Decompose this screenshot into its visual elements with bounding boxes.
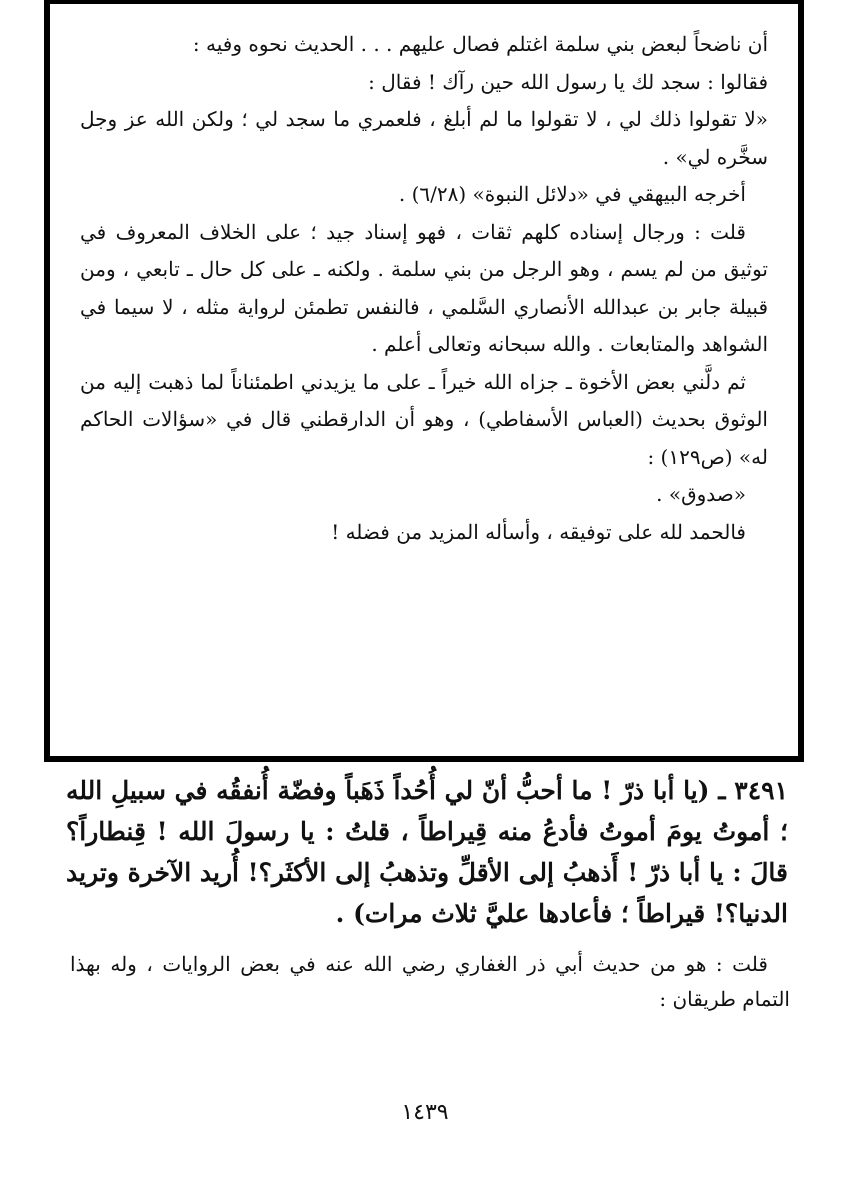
box-paragraph-6: ثم دلَّني بعض الأخوة ـ جزاه الله خيراً ـ على ما يزيدني اطمئناناً لما ذهبت إليه من الوثوق بحديث (العباس الأسفاطي) ، وهو أن الدارقطني قال في «سؤالات الحاكم له» (ص١٢٩) : [80, 369, 768, 469]
box-paragraph-1: أن ناضحاً لبعض بني سلمة اغتلم فصال عليهم . . . الحديث نحوه وفيه : [192, 32, 768, 56]
box-paragraph-3: «لا تقولوا ذلك لي ، لا تقولوا ما لم أبلغ ، فلعمري ما سجد لي ؛ ولكن الله عز وجل سخَّره لي» . [80, 107, 768, 169]
box-paragraph-5: قلت : ورجال إسناده كلهم ثقات ، فهو إسناد جيد ؛ على الخلاف المعروف في توثيق من لم يسم ، وهو الرجل من بني سلمة . ولكنه ـ على كل حال ـ تابعي ، ومن قبيلة جابر بن عبدالله الأنصاري السَّلمي ، فالنفس تطمئن لرواية مثله ، لا سيما في الشواهد والمتابعات . والله سبحانه وتعالى أعلم . [80, 219, 768, 356]
page-number: ١٤٣٩ [401, 1100, 449, 1125]
box-paragraph-2: فقالوا : سجد لك يا رسول الله حين رآك ! فقال : [368, 69, 768, 94]
box-paragraph-4: أخرجه البيهقي في «دلائل النبوة» (٦/٢٨) . [398, 182, 746, 206]
box-paragraph-8: فالحمد لله على توفيقه ، وأسأله المزيد من فضله ! [331, 519, 746, 544]
hadith-text: ٣٤٩١ ـ (يا أبا ذرّ ! ما أحبُّ أنّ لي أُحُداً ذَهَباً وفضّة أُنفقُه في سبيلِ الله ؛ أموتُ يومَ أموتُ فأدعُ منه قِيراطاً ، قلتُ : يا رسولَ الله ! قِنطاراً؟ قالَ : يا أبا ذرّ ! أَذهبُ إلى الأقلِّ وتذهبُ إلى الأكثَر؟! أُريد الآخرة وتريد الدنيا؟! قيراطاً ؛ فأعادها عليَّ ثلاث مرات) . [66, 776, 788, 928]
comment-text: قلت : هو من حديث أبي ذر الغفاري رضي الله عنه في بعض الروايات ، وله بهذا التمام طريقان : [70, 952, 790, 1011]
boxed-section [44, 0, 804, 762]
box-paragraph-7: «صدوق» . [656, 482, 746, 506]
